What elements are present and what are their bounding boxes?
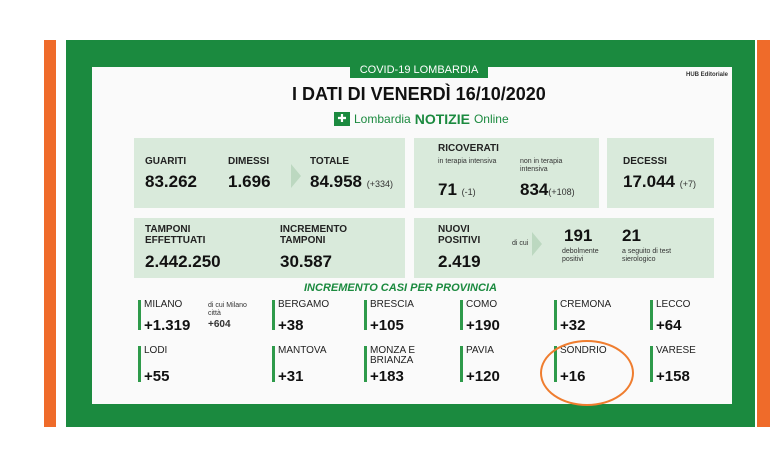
- province-como: [460, 300, 540, 336]
- province-brescia: [364, 300, 444, 336]
- milano-citta-note: di cui Milano città: [208, 302, 247, 317]
- orange-right-bar: [757, 40, 770, 427]
- province-name: SONDRIO: [560, 345, 607, 356]
- ricoverati-label: RICOVERATI: [438, 143, 499, 154]
- ti-label: in terapia intensiva: [438, 158, 497, 165]
- decessi-value: 17.044 (+7): [623, 172, 696, 191]
- province-value: +16: [560, 368, 586, 385]
- debolmente-label: debolmente positivi: [562, 248, 599, 263]
- milano-citta-value: +604: [208, 319, 231, 330]
- guariti-value: 83.262: [145, 172, 197, 191]
- province-bar: [138, 300, 141, 330]
- arrow-icon: [291, 164, 301, 188]
- province-name: LECCO: [656, 299, 691, 310]
- province-bar: [460, 300, 463, 330]
- dicui-label: di cui: [512, 240, 529, 247]
- province-name: MANTOVA: [278, 345, 327, 356]
- province-bar: [272, 346, 275, 382]
- province-value: +190: [466, 317, 500, 334]
- logo-suffix: Online: [473, 112, 509, 126]
- province-bar: [364, 300, 367, 330]
- province-value: +183: [370, 368, 404, 385]
- province-name: BRESCIA: [370, 299, 414, 310]
- province-value: +32: [560, 317, 586, 334]
- province-lecco: [650, 300, 720, 336]
- province-value: +38: [278, 317, 304, 334]
- province-name: CREMONA: [560, 299, 612, 310]
- positivi-value: 2.419: [438, 252, 481, 271]
- province-value: +105: [370, 317, 404, 334]
- covid-tag: COVID-19 LOMBARDIA: [350, 62, 488, 78]
- province-bar: [138, 346, 141, 382]
- province-pavia: [460, 346, 540, 386]
- sierologico-label: a seguito di test sierologico: [622, 248, 672, 263]
- province-value: +64: [656, 317, 682, 334]
- province-value: +120: [466, 368, 500, 385]
- lombardia-cross-icon: ✚: [334, 112, 350, 126]
- tamponi-value: 2.442.250: [145, 252, 221, 271]
- province-varese: [650, 346, 720, 386]
- province-name: MONZA E BRIANZA: [370, 345, 416, 366]
- province-value: +1.319: [144, 317, 191, 334]
- province-bar: [272, 300, 275, 330]
- province-value: +158: [656, 368, 690, 385]
- province-bar: [650, 346, 653, 382]
- tamponi-label: TAMPONI EFFETTUATI: [145, 224, 206, 246]
- province-milano: [138, 300, 268, 336]
- logo-prefix: Lombardia: [354, 112, 411, 126]
- totale-label: TOTALE: [310, 156, 350, 167]
- province-name: COMO: [466, 299, 498, 310]
- province-name: PAVIA: [466, 345, 494, 356]
- debolmente-value: 191: [564, 226, 593, 245]
- incremento-value: 30.587: [280, 252, 332, 271]
- sondrio-highlight-circle: [540, 340, 634, 406]
- province-name: VARESE: [656, 345, 696, 356]
- logo-bold: NOTIZIE: [414, 111, 470, 127]
- nti-label: non in terapia intensiva: [520, 158, 563, 173]
- ti-value: 71 (-1): [438, 180, 476, 199]
- province-bergamo: [272, 300, 352, 336]
- sierologico-value: 21: [622, 226, 641, 245]
- hub-label: HUB Editoriale: [686, 72, 729, 78]
- lombardia-notizie-logo: [334, 111, 509, 127]
- guariti-label: GUARITI: [145, 156, 187, 167]
- province-value: +55: [144, 368, 170, 385]
- totale-value: 84.958 (+334): [310, 172, 394, 191]
- page-title: I DATI DI VENERDÌ 16/10/2020: [292, 84, 546, 104]
- arrow-icon-2: [532, 232, 542, 256]
- province-bar: [364, 346, 367, 382]
- province-monza: [364, 346, 444, 386]
- dimessi-label: DIMESSI: [228, 156, 270, 167]
- province-bar: [650, 300, 653, 330]
- incremento-label: INCREMENTO TAMPONI: [280, 224, 348, 246]
- province-name: LODI: [144, 345, 168, 356]
- province-bar: [460, 346, 463, 382]
- province-name: BERGAMO: [278, 299, 330, 310]
- province-name: MILANO: [144, 299, 183, 310]
- province-lodi: [138, 346, 218, 386]
- dimessi-value: 1.696: [228, 172, 271, 191]
- province-cremona: [554, 300, 634, 336]
- positivi-label: NUOVI POSITIVI: [438, 224, 481, 246]
- decessi-label: DECESSI: [623, 156, 667, 167]
- orange-left-bar: [44, 40, 56, 427]
- nti-value: 834(+108): [520, 180, 575, 199]
- province-mantova: [272, 346, 352, 386]
- province-value: +31: [278, 368, 304, 385]
- province-bar: [554, 300, 557, 330]
- provinces-title: INCREMENTO CASI PER PROVINCIA: [304, 282, 497, 294]
